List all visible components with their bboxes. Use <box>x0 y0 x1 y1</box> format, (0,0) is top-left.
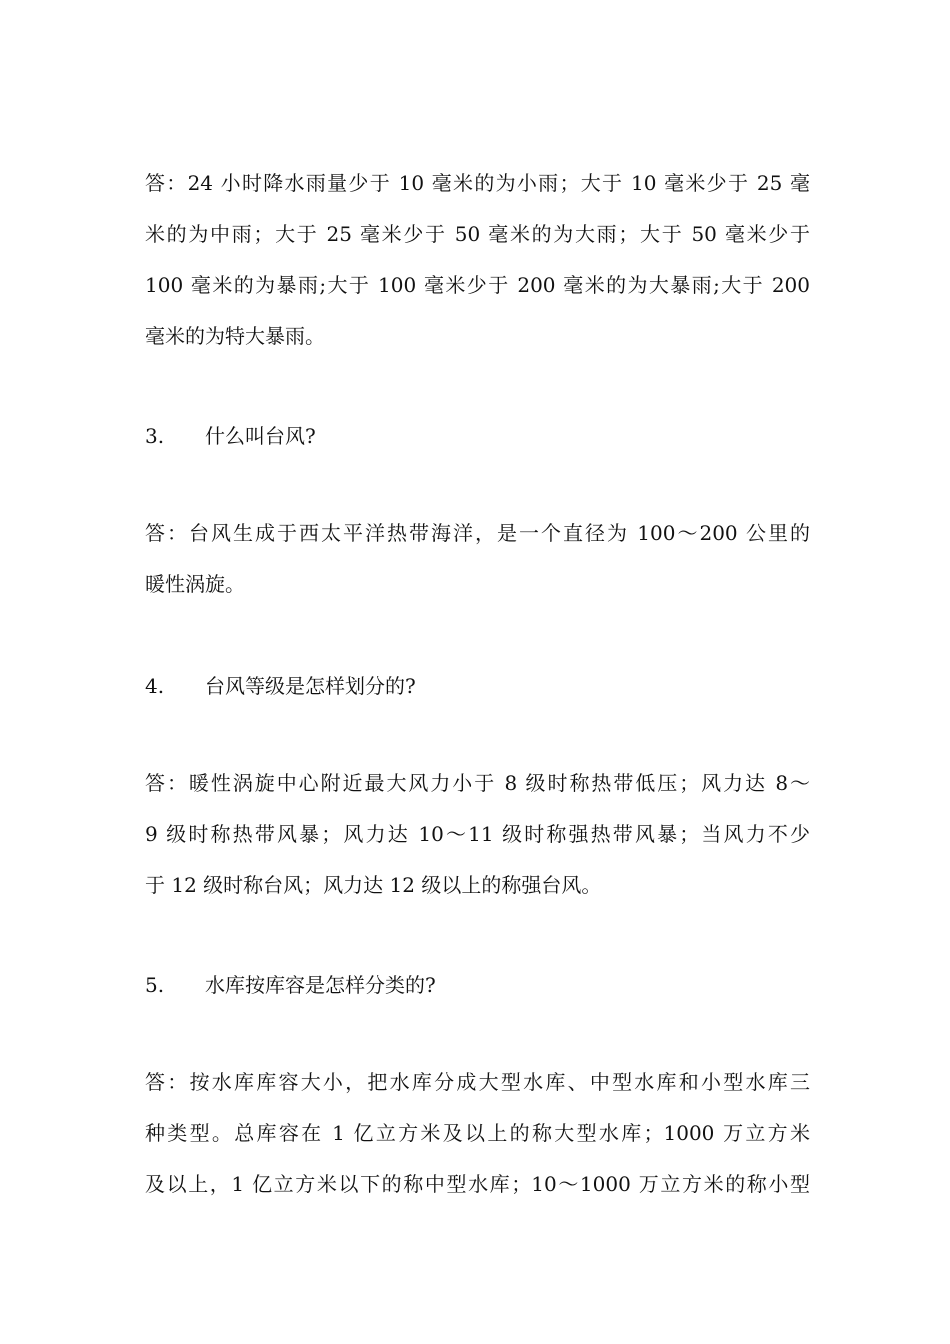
answer-rainfall-line-2: 米的为中雨；大于 25 毫米少于 50 毫米的为大雨；大于 50 毫米少于 <box>145 222 810 246</box>
answer-5-line-3: 及以上，1 亿立方米以下的称中型水库；10～1000 万立方米的称小型 <box>145 1172 810 1196</box>
answer-4-line-2: 9 级时称热带风暴；风力达 10～11 级时称强热带风暴；当风力不少 <box>145 822 810 846</box>
answer-rainfall <box>145 158 810 362</box>
answer-5-line-1: 答：按水库库容大小，把水库分成大型水库、中型水库和小型水库三 <box>145 1070 810 1094</box>
question-5-heading <box>145 960 436 1011</box>
answer-4-line-1: 答：暖性涡旋中心附近最大风力小于 8 级时称热带低压；风力达 8～ <box>145 771 810 795</box>
answer-3-line-2: 暖性涡旋。 <box>145 572 245 596</box>
answer-3-line-1: 答：台风生成于西太平洋热带海洋，是一个直径为 100～200 公里的 <box>145 521 810 545</box>
answer-3 <box>145 508 810 610</box>
answer-4 <box>145 758 810 911</box>
question-5-number: 5. <box>145 973 165 997</box>
answer-rainfall-line-1: 答：24 小时降水雨量少于 10 毫米的为小雨；大于 10 毫米少于 25 毫 <box>145 171 810 195</box>
question-3-number: 3. <box>145 424 165 448</box>
answer-rainfall-line-3: 100 毫米的为暴雨;大于 100 毫米少于 200 毫米的为大暴雨;大于 200 <box>145 273 810 297</box>
answer-rainfall-line-4: 毫米的为特大暴雨。 <box>145 324 325 348</box>
question-4-text: 台风等级是怎样划分的? <box>205 674 416 698</box>
answer-4-line-3: 于 12 级时称台风；风力达 12 级以上的称强台风。 <box>145 873 602 897</box>
question-3-heading <box>145 411 316 462</box>
question-5-text: 水库按库容是怎样分类的? <box>205 973 436 997</box>
question-3-text: 什么叫台风? <box>205 424 316 448</box>
answer-5 <box>145 1057 810 1210</box>
question-4-heading <box>145 661 416 712</box>
answer-5-line-2: 种类型。总库容在 1 亿立方米及以上的称大型水库；1000 万立方米 <box>145 1121 810 1145</box>
question-4-number: 4. <box>145 674 165 698</box>
